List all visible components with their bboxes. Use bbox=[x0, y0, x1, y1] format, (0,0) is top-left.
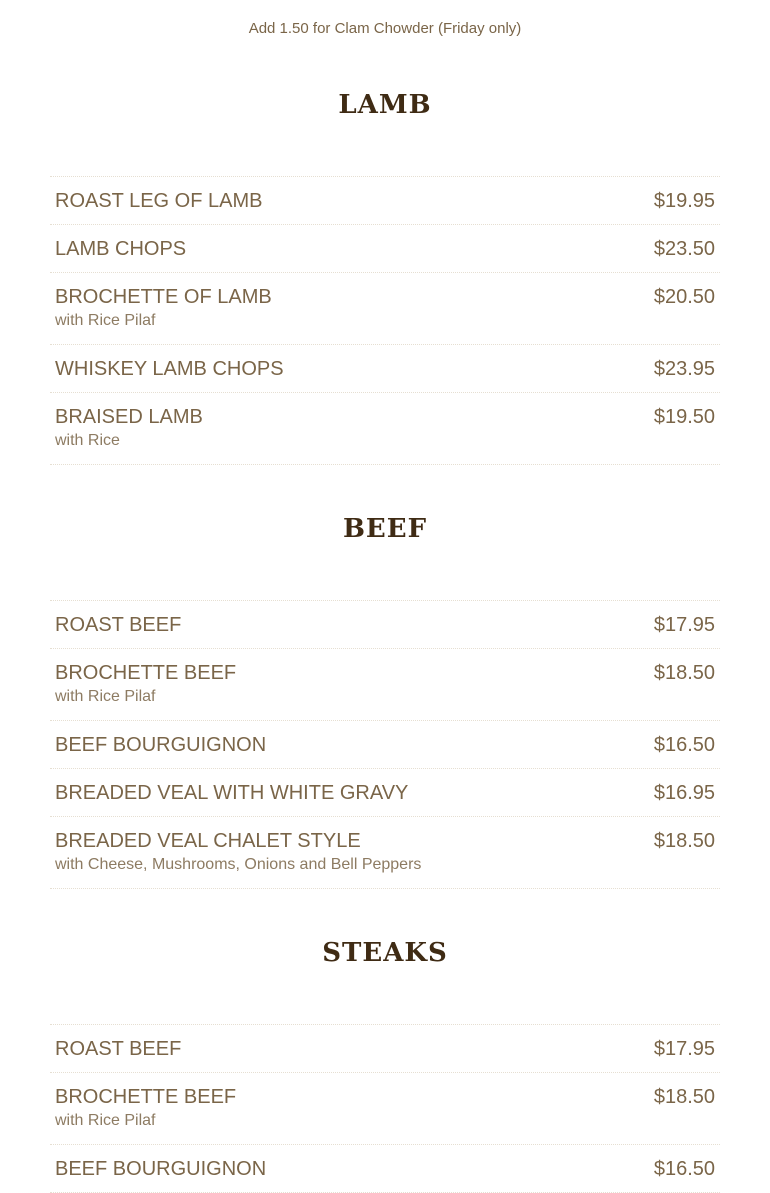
item-price: $17.95 bbox=[653, 614, 715, 636]
item-name: BROCHETTE BEEF bbox=[55, 1086, 237, 1108]
item-name: ROAST BEEF bbox=[55, 1038, 182, 1060]
menu-item bbox=[50, 649, 720, 721]
item-name: BREADED VEAL WITH WHITE GRAVY bbox=[55, 782, 409, 804]
menu-list-beef bbox=[50, 600, 720, 889]
menu-list-lamb bbox=[50, 176, 720, 465]
item-description: with Rice Pilaf bbox=[55, 688, 156, 705]
item-name: BEEF BOURGUIGNON bbox=[55, 734, 267, 756]
item-price: $23.50 bbox=[653, 238, 715, 260]
item-description: with Rice bbox=[55, 432, 120, 449]
item-name: BROCHETTE BEEF bbox=[55, 662, 237, 684]
item-description: with Rice Pilaf bbox=[55, 312, 156, 329]
menu-item bbox=[50, 177, 720, 225]
item-price: $18.50 bbox=[653, 830, 715, 852]
item-price: $19.50 bbox=[653, 406, 715, 428]
item-name: WHISKEY LAMB CHOPS bbox=[55, 358, 284, 380]
item-price: $18.50 bbox=[653, 1086, 715, 1108]
menu-item bbox=[50, 345, 720, 393]
item-description: with Rice Pilaf bbox=[55, 1112, 156, 1129]
item-price: $16.95 bbox=[653, 782, 715, 804]
menu-item bbox=[50, 721, 720, 769]
item-price: $20.50 bbox=[653, 286, 715, 308]
menu-item bbox=[50, 1025, 720, 1073]
menu-item bbox=[50, 1073, 720, 1145]
menu-item bbox=[50, 601, 720, 649]
section-title-lamb: LAMB bbox=[338, 90, 432, 120]
section-title-beef: BEEF bbox=[342, 514, 428, 544]
item-price: $23.95 bbox=[653, 358, 715, 380]
item-description: with Cheese, Mushrooms, Onions and Bell Peppers bbox=[55, 856, 422, 873]
item-name: BEEF BOURGUIGNON bbox=[55, 1158, 267, 1180]
item-price: $16.50 bbox=[653, 1158, 715, 1180]
item-price: $17.95 bbox=[653, 1038, 715, 1060]
item-price: $16.50 bbox=[653, 734, 715, 756]
menu-item bbox=[50, 225, 720, 273]
item-price: $18.50 bbox=[653, 662, 715, 684]
item-name: BROCHETTE OF LAMB bbox=[55, 286, 272, 308]
menu-item bbox=[50, 817, 720, 889]
menu-item bbox=[50, 769, 720, 817]
item-name: ROAST LEG OF LAMB bbox=[55, 190, 263, 212]
section-title-steaks: STEAKS bbox=[322, 938, 448, 968]
menu-item bbox=[50, 393, 720, 465]
item-name: BREADED VEAL CHALET STYLE bbox=[55, 830, 361, 852]
menu-item bbox=[50, 1145, 720, 1193]
menu-item bbox=[50, 273, 720, 345]
menu-list-steaks bbox=[50, 1024, 720, 1193]
clam-chowder-note: Add 1.50 for Clam Chowder (Friday only) bbox=[248, 20, 522, 37]
item-name: BRAISED LAMB bbox=[55, 406, 203, 428]
item-name: ROAST BEEF bbox=[55, 614, 182, 636]
item-price: $19.95 bbox=[653, 190, 715, 212]
item-name: LAMB CHOPS bbox=[55, 238, 187, 260]
